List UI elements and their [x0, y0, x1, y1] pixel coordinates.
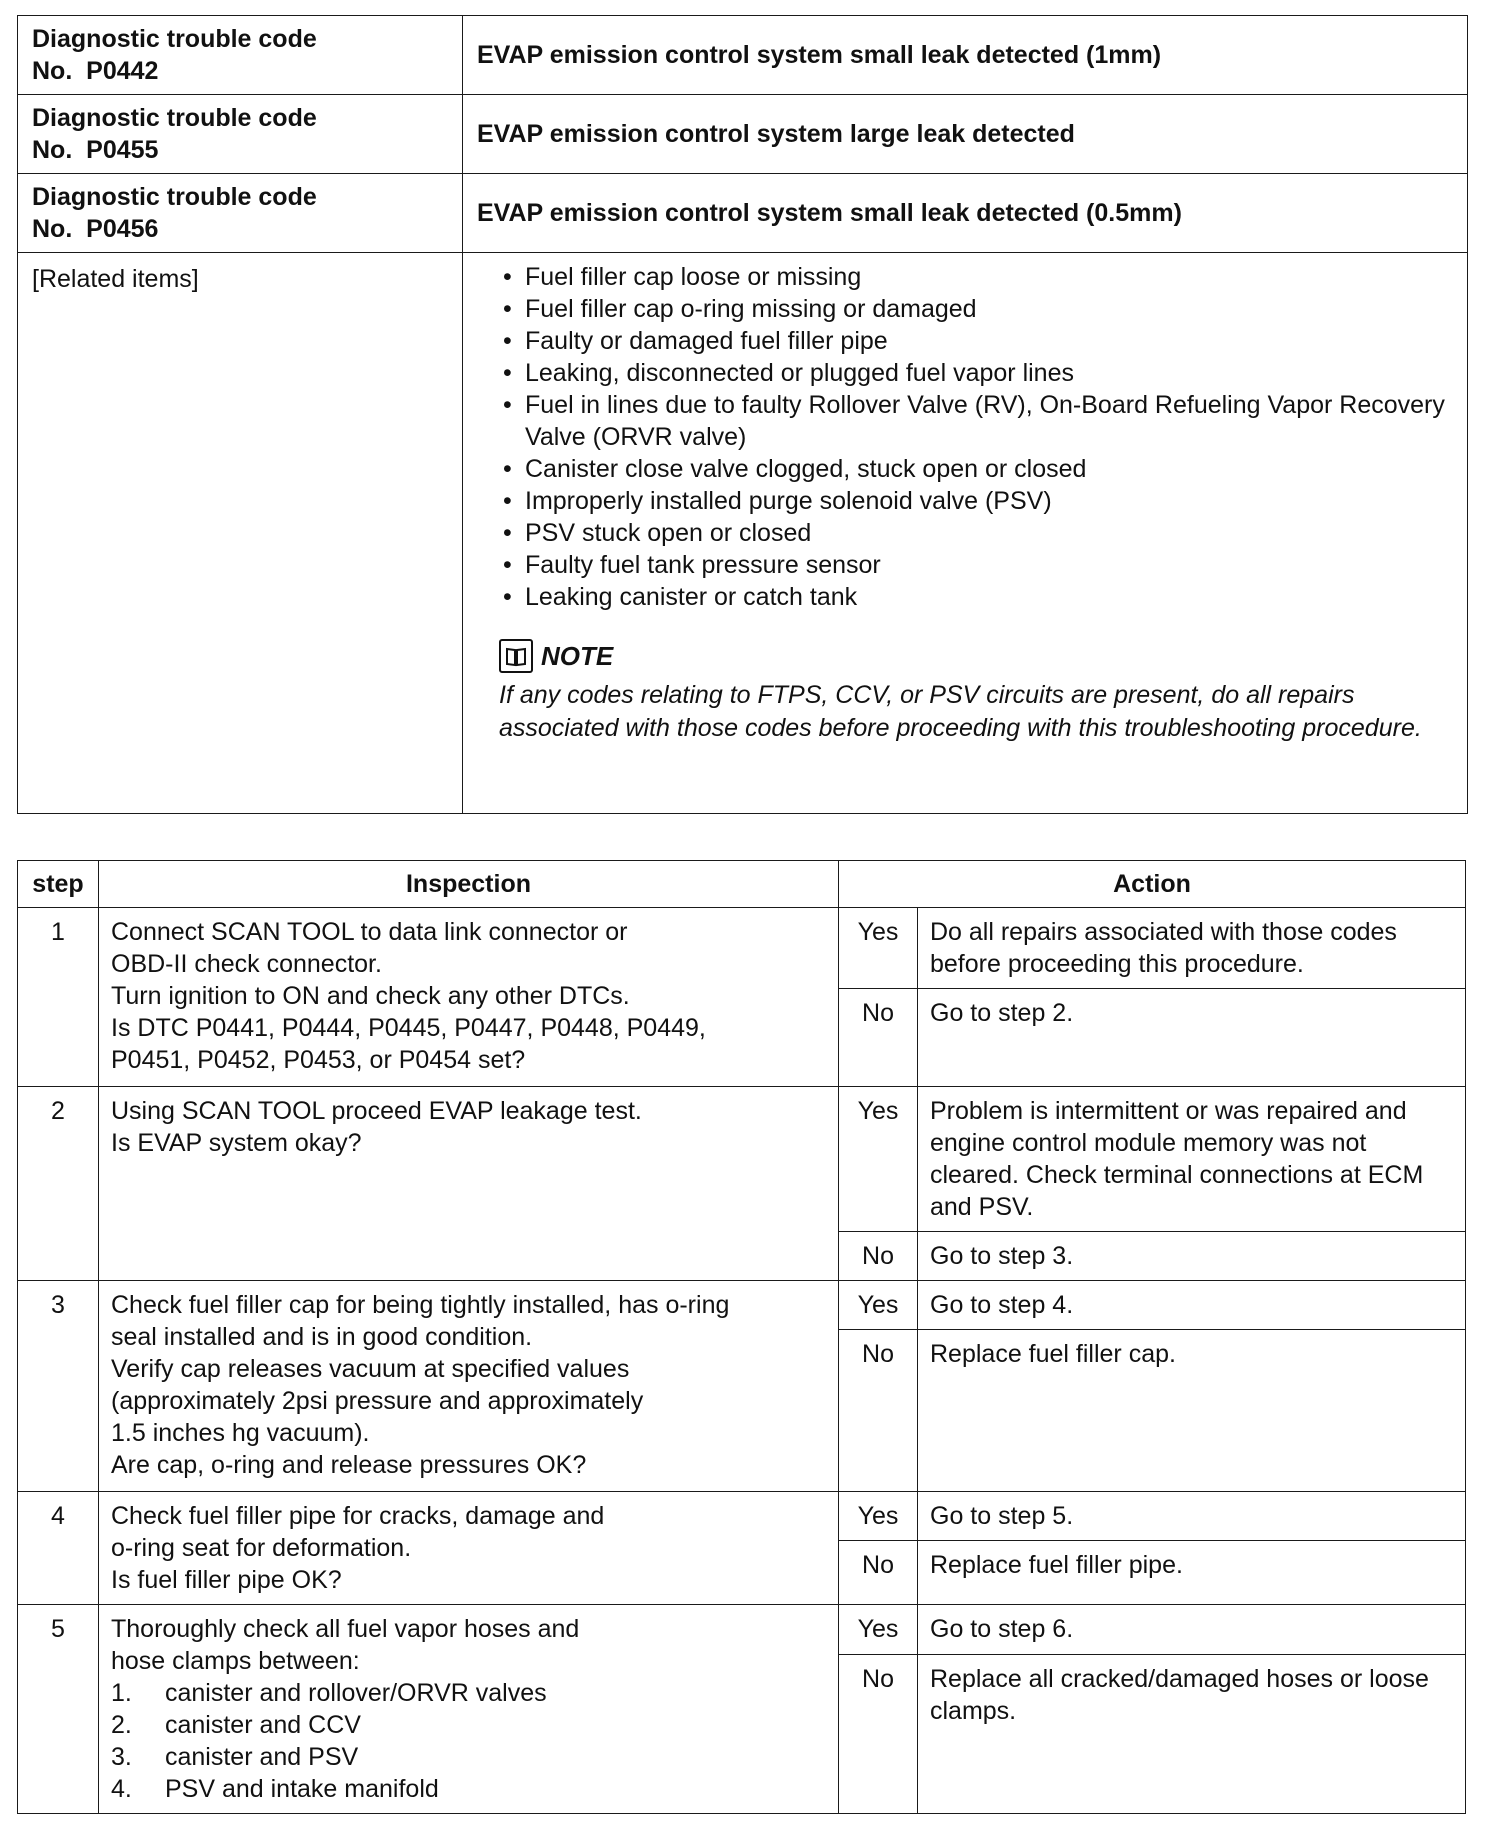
inspection-line: Check fuel filler pipe for cracks, damage and	[111, 1502, 605, 1530]
yes-action: Do all repairs associated with those codes before proceeding this procedure.	[918, 908, 1466, 989]
related-item: • Faulty fuel tank pressure sensor	[499, 549, 1455, 581]
related-items-row	[18, 253, 1468, 814]
no-action: Go to step 3.	[918, 1232, 1466, 1281]
yes-label: Yes	[839, 1492, 918, 1541]
manual-book-icon	[499, 639, 533, 673]
inspection-line: Is DTC P0441, P0444, P0445, P0447, P0448, P0449,	[111, 1014, 706, 1042]
inspection-line: seal installed and is in good condition.	[111, 1323, 533, 1351]
step-number: 5	[18, 1605, 99, 1814]
dtc-code-label: Diagnostic trouble code	[32, 25, 317, 53]
no-label: No	[839, 989, 918, 1087]
dtc-code-number: No. P0442	[32, 57, 159, 85]
step-number: 1	[18, 908, 99, 1087]
dtc-title: EVAP emission control system small leak detected (0.5mm)	[463, 174, 1468, 253]
yes-action: Go to step 4.	[918, 1281, 1466, 1330]
list-item	[111, 1741, 826, 1773]
dtc-code-label: Diagnostic trouble code	[32, 104, 317, 132]
yes-action: Go to step 6.	[918, 1605, 1466, 1655]
step-row	[18, 1087, 1466, 1232]
list-item-text: PSV and intake manifold	[165, 1775, 439, 1803]
dtc-header-table	[17, 15, 1468, 814]
dtc-code-label: Diagnostic trouble code	[32, 183, 317, 211]
step-inspection	[99, 1492, 839, 1605]
no-action: Replace all cracked/damaged hoses or loose clamps.	[918, 1654, 1466, 1813]
note-text: If any codes relating to FTPS, CCV, or PSV circuits are present, do all repairs associated with those codes before proceeding with this troubleshooting procedure.	[499, 681, 1422, 742]
no-action: Replace fuel filler pipe.	[918, 1541, 1466, 1605]
header-step: step	[18, 861, 99, 908]
inspection-line: o-ring seat for deformation.	[111, 1534, 412, 1562]
inspection-line: (approximately 2psi pressure and approximately	[111, 1387, 644, 1415]
dtc-code-cell	[18, 174, 463, 253]
step-row	[18, 908, 1466, 989]
no-label: No	[839, 1654, 918, 1813]
no-action: Replace fuel filler cap.	[918, 1330, 1466, 1492]
troubleshooting-steps-table	[17, 860, 1466, 1814]
inspection-line: Is EVAP system okay?	[111, 1129, 362, 1157]
yes-action: Problem is intermittent or was repaired and engine control module memory was not cleared. Check terminal connections at ECM and PSV.	[918, 1087, 1466, 1232]
inspection-line: Verify cap releases vacuum at specified values	[111, 1355, 630, 1383]
list-item-text: canister and rollover/ORVR valves	[165, 1679, 547, 1707]
related-item: • Canister close valve clogged, stuck open or closed	[499, 453, 1455, 485]
list-item-text: canister and CCV	[165, 1711, 361, 1739]
list-item-number: 3.	[111, 1743, 132, 1771]
step-inspection	[99, 1281, 839, 1492]
inspection-line: Thoroughly check all fuel vapor hoses and	[111, 1615, 580, 1643]
no-action: Go to step 2.	[918, 989, 1466, 1087]
yes-label: Yes	[839, 1281, 918, 1330]
dtc-code-number: No. P0455	[32, 136, 159, 164]
dtc-row	[18, 95, 1468, 174]
inspection-line: OBD-II check connector.	[111, 950, 382, 978]
step-number: 2	[18, 1087, 99, 1281]
step-inspection	[99, 908, 839, 1087]
yes-label: Yes	[839, 1087, 918, 1232]
header-inspection: Inspection	[99, 861, 839, 908]
inspection-line: Is fuel filler pipe OK?	[111, 1566, 342, 1594]
dtc-title: EVAP emission control system small leak detected (1mm)	[463, 16, 1468, 95]
step-row	[18, 1492, 1466, 1541]
inspection-line: Connect SCAN TOOL to data link connector or	[111, 918, 628, 946]
dtc-row	[18, 174, 1468, 253]
table-header-row	[18, 861, 1466, 908]
note-title: NOTE	[541, 641, 614, 671]
inspection-line: Check fuel filler cap for being tightly installed, has o-ring	[111, 1291, 730, 1319]
related-items-cell	[463, 253, 1468, 814]
dtc-row	[18, 16, 1468, 95]
list-item-number: 2.	[111, 1711, 132, 1739]
dtc-code-cell	[18, 16, 463, 95]
list-item-number: 4.	[111, 1775, 132, 1803]
dtc-code-number: No. P0456	[32, 215, 159, 243]
no-label: No	[839, 1232, 918, 1281]
inspection-line: Turn ignition to ON and check any other DTCs.	[111, 982, 630, 1010]
yes-action: Go to step 5.	[918, 1492, 1466, 1541]
list-item	[111, 1677, 826, 1709]
related-item: • Leaking, disconnected or plugged fuel vapor lines	[499, 357, 1455, 389]
list-item-text: canister and PSV	[165, 1743, 359, 1771]
list-item	[111, 1709, 826, 1741]
list-item	[111, 1773, 826, 1805]
header-action: Action	[839, 861, 1466, 908]
step-row	[18, 1605, 1466, 1655]
related-items-list	[499, 261, 1455, 613]
dtc-code-cell	[18, 95, 463, 174]
step-number: 4	[18, 1492, 99, 1605]
related-item: • Improperly installed purge solenoid valve (PSV)	[499, 485, 1455, 517]
dtc-title: EVAP emission control system large leak detected	[463, 95, 1468, 174]
inspection-line: Are cap, o-ring and release pressures OK?	[111, 1451, 587, 1479]
related-items-label: [Related items]	[18, 253, 463, 814]
no-label: No	[839, 1541, 918, 1605]
note-heading	[499, 639, 1455, 673]
related-item: • Fuel filler cap loose or missing	[499, 261, 1455, 293]
related-item: • PSV stuck open or closed	[499, 517, 1455, 549]
no-label: No	[839, 1330, 918, 1492]
step-inspection	[99, 1087, 839, 1281]
related-item: • Leaking canister or catch tank	[499, 581, 1455, 613]
step-number: 3	[18, 1281, 99, 1492]
yes-label: Yes	[839, 1605, 918, 1655]
inspection-line: Using SCAN TOOL proceed EVAP leakage test.	[111, 1097, 642, 1125]
step-row	[18, 1281, 1466, 1330]
related-item: • Fuel in lines due to faulty Rollover Valve (RV), On-Board Refueling Vapor Recovery Valve (ORVR valve)	[499, 389, 1455, 453]
list-item-number: 1.	[111, 1679, 132, 1707]
step-inspection	[99, 1605, 839, 1814]
yes-label: Yes	[839, 908, 918, 989]
related-item: • Faulty or damaged fuel filler pipe	[499, 325, 1455, 357]
inspection-line: hose clamps between:	[111, 1647, 360, 1675]
inspection-line: P0451, P0452, P0453, or P0454 set?	[111, 1046, 526, 1074]
related-item: • Fuel filler cap o-ring missing or damaged	[499, 293, 1455, 325]
inspection-line: 1.5 inches hg vacuum).	[111, 1419, 370, 1447]
